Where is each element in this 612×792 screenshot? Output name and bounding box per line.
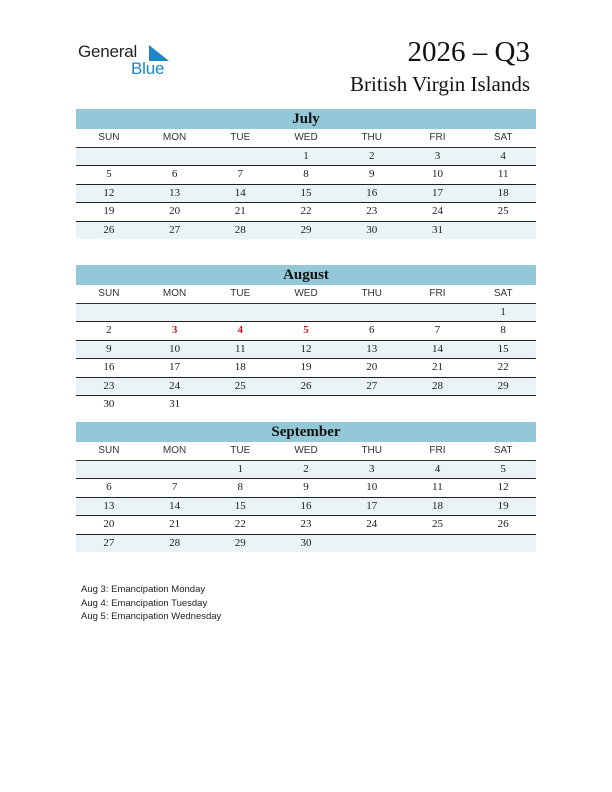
day-cell: 17 — [169, 361, 181, 373]
day-cell: 23 — [300, 518, 312, 530]
weekday-label: WED — [294, 132, 318, 143]
week-row — [76, 498, 536, 517]
day-cell — [142, 148, 208, 166]
week-row — [76, 304, 536, 323]
day-cell: 9 — [303, 481, 309, 493]
day-cell: 13 — [103, 499, 115, 512]
day-cell: 21 — [169, 518, 181, 530]
day-cell — [405, 304, 471, 322]
weekday-label: MON — [162, 445, 187, 456]
day-cell: 29 — [497, 379, 509, 392]
day-cell: 14 — [234, 186, 246, 199]
day-cell: 17 — [431, 186, 443, 199]
weekday-label: FRI — [429, 445, 446, 456]
day-cell — [405, 396, 471, 414]
day-cell: 16 — [366, 186, 378, 199]
day-cell: 30 — [366, 223, 378, 236]
day-cell: 30 — [103, 398, 115, 410]
day-cell: 3 — [368, 462, 375, 475]
weekday-header-row — [76, 442, 536, 461]
week-row — [76, 203, 536, 222]
day-cell: 19 — [103, 205, 115, 217]
weekday-header-row — [76, 129, 536, 148]
holiday-notes — [81, 583, 221, 624]
weekday-label: FRI — [429, 132, 446, 143]
weekday-label: MON — [162, 132, 187, 143]
day-cell: 7 — [171, 481, 178, 493]
day-cell: 6 — [106, 481, 112, 493]
logo-general-text: General — [78, 42, 138, 61]
day-cell: 2 — [368, 149, 375, 162]
day-cell: 11 — [497, 168, 509, 180]
weekday-label: TUE — [230, 288, 251, 299]
day-cell: 10 — [169, 342, 181, 355]
day-cell: 1 — [303, 149, 309, 162]
day-cell: 12 — [497, 481, 509, 493]
day-cell: 27 — [169, 223, 181, 236]
day-cell — [470, 396, 536, 414]
day-cell: 20 — [103, 518, 115, 530]
day-cell: 24 — [169, 379, 181, 392]
day-cell: 13 — [366, 342, 378, 355]
holiday-note: Aug 5: Emancipation Wednesday — [81, 611, 222, 622]
weekday-label: THU — [361, 445, 383, 456]
day-cell: 8 — [500, 324, 506, 336]
calendar-july — [76, 109, 536, 239]
day-cell: 9 — [106, 342, 112, 355]
day-cell: 13 — [169, 186, 181, 199]
holiday-note: Aug 3: Emancipation Monday — [81, 584, 206, 595]
day-cell: 18 — [431, 499, 443, 512]
day-cell: 24 — [366, 518, 378, 530]
day-cell: 19 — [300, 361, 312, 373]
day-cell — [470, 222, 536, 240]
day-cell: 25 — [234, 379, 246, 392]
day-cell: 3 — [434, 149, 441, 162]
day-cell: 8 — [237, 481, 244, 493]
day-cell: 15 — [234, 499, 246, 512]
page-title: 2026 – Q3 — [407, 36, 530, 68]
day-cell: 23 — [366, 205, 378, 217]
week-row — [76, 479, 536, 498]
day-cell: 5 — [106, 168, 112, 180]
month-title: July — [76, 109, 536, 129]
weekday-label: SAT — [493, 132, 513, 143]
day-cell: 12 — [103, 186, 115, 199]
day-cell — [470, 535, 536, 553]
day-cell — [339, 396, 405, 414]
day-cell: 21 — [431, 361, 443, 373]
day-cell: 5 — [303, 324, 309, 336]
day-cell: 27 — [103, 536, 115, 549]
weekday-label: WED — [294, 288, 318, 299]
weekday-label: TUE — [230, 132, 251, 143]
day-cell: 16 — [300, 499, 312, 512]
day-cell: 22 — [234, 518, 246, 530]
day-cell — [207, 396, 273, 414]
day-cell: 9 — [368, 168, 375, 180]
week-row — [76, 148, 536, 167]
day-cell: 29 — [234, 536, 246, 549]
week-row — [76, 516, 536, 535]
holiday-note: Aug 4: Emancipation Tuesday — [81, 597, 208, 609]
day-cell — [207, 304, 273, 322]
day-cell: 22 — [300, 205, 312, 217]
week-row — [76, 396, 536, 414]
weekday-label: WED — [294, 445, 318, 456]
day-cell: 6 — [171, 168, 178, 180]
day-cell: 5 — [500, 462, 506, 475]
day-cell: 22 — [497, 361, 509, 373]
day-cell: 10 — [431, 168, 443, 180]
week-row — [76, 166, 536, 185]
day-cell: 19 — [497, 499, 509, 512]
week-row — [76, 341, 536, 360]
day-cell: 2 — [106, 324, 112, 336]
week-row — [76, 359, 536, 378]
weekday-header-row — [76, 285, 536, 304]
day-cell: 23 — [103, 379, 115, 392]
day-cell: 4 — [237, 324, 244, 336]
week-row — [76, 378, 536, 397]
week-row — [76, 322, 536, 341]
day-cell: 20 — [169, 205, 181, 217]
weekday-label: THU — [361, 288, 383, 299]
month-title: August — [76, 265, 536, 285]
week-row — [76, 185, 536, 204]
day-cell: 14 — [169, 499, 181, 512]
day-cell: 26 — [300, 379, 312, 392]
day-cell: 15 — [497, 342, 509, 355]
day-cell: 7 — [434, 324, 441, 336]
day-cell: 2 — [303, 462, 309, 475]
day-cell: 18 — [234, 361, 246, 373]
weekday-label: SAT — [493, 288, 513, 299]
weekday-label: TUE — [230, 445, 251, 456]
weekday-label: SUN — [98, 288, 120, 299]
day-cell: 25 — [497, 205, 509, 217]
day-cell — [405, 535, 471, 553]
day-cell: 26 — [103, 223, 115, 236]
day-cell: 8 — [303, 168, 309, 180]
day-cell: 1 — [237, 462, 244, 475]
day-cell: 6 — [368, 324, 375, 336]
day-cell: 28 — [169, 536, 181, 549]
day-cell: 3 — [171, 324, 178, 336]
day-cell: 21 — [234, 205, 246, 217]
week-row — [76, 535, 536, 553]
day-cell: 27 — [366, 379, 378, 392]
weekday-label: THU — [361, 132, 383, 143]
week-row — [76, 461, 536, 480]
day-cell: 24 — [431, 205, 443, 217]
weekday-label: SUN — [98, 445, 120, 456]
day-cell: 12 — [300, 342, 312, 355]
day-cell — [76, 461, 142, 479]
day-cell — [273, 396, 339, 414]
day-cell — [142, 461, 208, 479]
weekday-label: SUN — [98, 132, 120, 143]
day-cell: 26 — [497, 518, 509, 530]
week-row — [76, 222, 536, 240]
generalblue-logo — [78, 42, 178, 78]
weekday-label: MON — [162, 288, 187, 299]
day-cell — [142, 304, 208, 322]
weekday-label: FRI — [429, 288, 446, 299]
day-cell: 25 — [431, 518, 443, 530]
page-subtitle: British Virgin Islands — [350, 72, 530, 96]
day-cell: 31 — [431, 223, 443, 236]
calendar-september — [76, 422, 536, 552]
weekday-label: SAT — [493, 445, 513, 456]
day-cell: 31 — [169, 398, 181, 410]
day-cell: 1 — [500, 305, 506, 318]
day-cell: 11 — [432, 481, 443, 493]
day-cell: 4 — [500, 149, 506, 162]
day-cell: 4 — [434, 462, 441, 475]
day-cell: 15 — [300, 186, 312, 199]
day-cell: 10 — [366, 481, 378, 493]
day-cell: 11 — [235, 342, 246, 355]
day-cell: 14 — [431, 342, 443, 355]
calendar-august — [76, 265, 536, 414]
logo-blue-text: Blue — [131, 59, 165, 78]
month-title: September — [76, 422, 536, 442]
day-cell — [207, 148, 273, 166]
day-cell: 28 — [234, 223, 246, 236]
day-cell: 30 — [300, 536, 312, 549]
day-cell — [76, 304, 142, 322]
day-cell: 28 — [431, 379, 443, 392]
day-cell — [76, 148, 142, 166]
day-cell: 7 — [237, 168, 244, 180]
day-cell — [339, 535, 405, 553]
day-cell — [339, 304, 405, 322]
day-cell — [273, 304, 339, 322]
day-cell: 20 — [366, 361, 378, 373]
day-cell: 29 — [300, 223, 312, 236]
day-cell: 18 — [497, 186, 509, 199]
day-cell: 16 — [103, 361, 115, 373]
day-cell: 17 — [366, 499, 378, 512]
